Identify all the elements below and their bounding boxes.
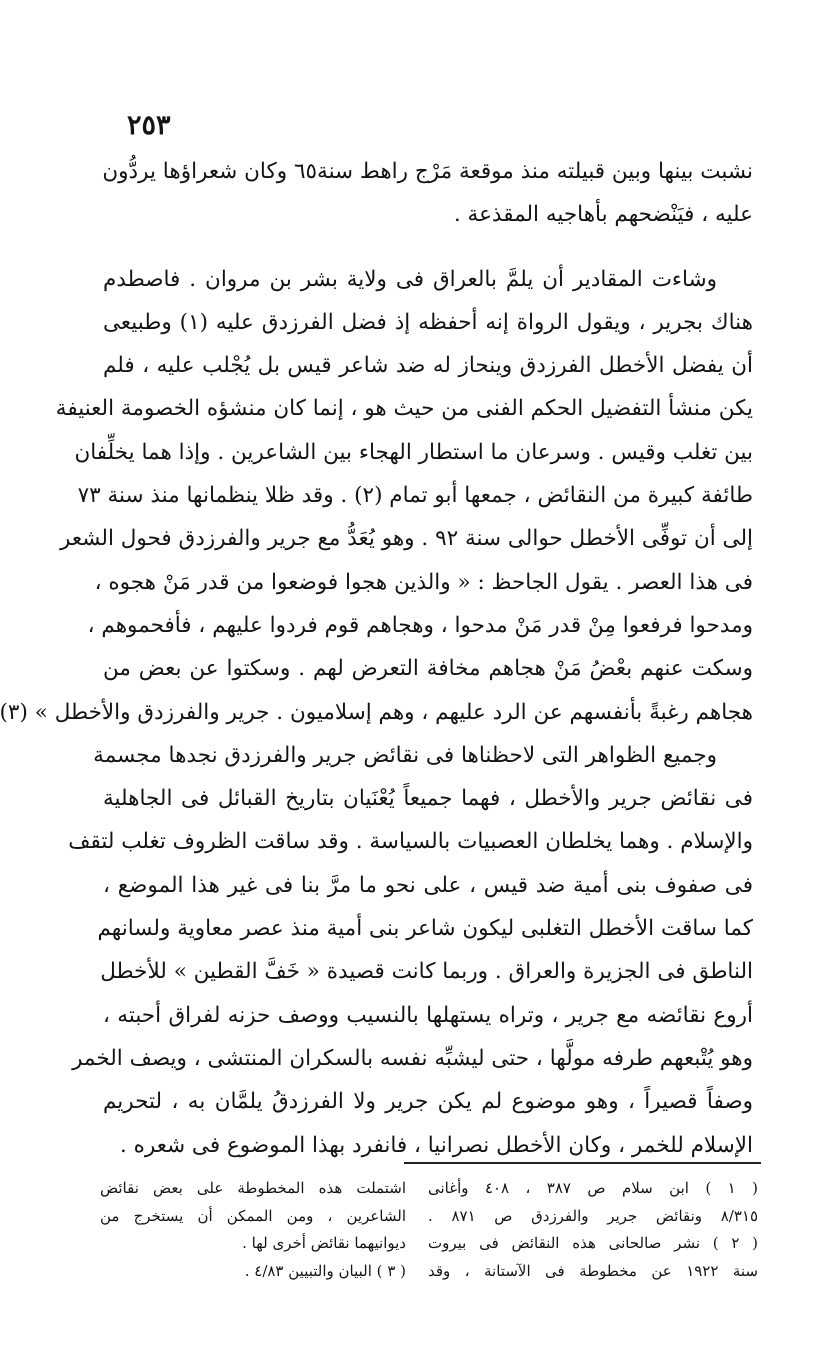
footnote-line: اشتملت هذه المخطوطة على بعض نقائض xyxy=(100,1179,406,1197)
text-line: الإسلام للخمر ، وكان الأخطل نصرانيا ، فانفرد بهذا الموضوع فى شعره . xyxy=(119,1132,753,1158)
footnotes-left-column xyxy=(100,1175,406,1285)
footnote-divider xyxy=(404,1162,761,1164)
text-line: نشبت بينها وبين قبيلته منذ موقعة مَرْج راهط سنة٦٥ وكان شعراؤها يردُّون xyxy=(102,159,753,184)
text-line: وصفاً قصيراً ، وهو موضوع لم يكن جرير ولا الفرزدقُ يلمَّان به ، لتحريم xyxy=(103,1089,753,1115)
text-line: يكن منشأ التفضيل الحكم الفنى من حيث هو ، إنما كان منشؤه الخصومة العنيفة xyxy=(55,396,753,422)
paragraph xyxy=(103,150,753,237)
text-line: فى هذا العصر . يقول الجاحظ : « والذين هجوا فوضعوا من قدر مَنْ هجوه ، xyxy=(94,569,753,595)
text-line: إلى أن توفِّى الأخطل حوالى سنة ٩٢ . وهو يُعَدُّ مع جرير والفرزدق فحول الشعر xyxy=(60,526,753,552)
text-line: هناك بجرير ، ويقول الرواة إنه أحفظه إذ فضل الفرزدق عليه (١) وطبيعى xyxy=(103,309,753,335)
footnote-line: ٨/٣١٥ ونقائض جرير والفرزدق ص ٨٧١ . xyxy=(428,1206,758,1225)
text-line: أن يفضل الأخطل الفرزدق وينحاز له ضد شاعر قيس بل يُجْلب عليه ، فلم xyxy=(103,353,753,379)
text-line: فى صفوف بنى أمية ضد قيس ، على نحو ما مرَّ بنا فى غير هذا الموضع ، xyxy=(103,872,753,898)
footnote-line: ديوانيهما نقائض أخرى لها . xyxy=(242,1234,406,1252)
footnote-line: الشاعرين ، ومن الممكن أن يستخرج من xyxy=(100,1206,406,1225)
text-line: وجميع الظواهر التى لاحظناها فى نقائض جرير والفرزدق نجدها مجسمة xyxy=(93,742,717,768)
paragraph xyxy=(68,734,753,1167)
text-line: كما ساقت الأخطل التغلبى ليكون شاعر بنى أمية منذ عصر معاوية ولسانهم xyxy=(97,916,753,942)
text-line: فى نقائض جرير والأخطل ، فهما جميعاً يُعْنَيان بتاريخ القبائل فى الجاهلية xyxy=(103,786,753,812)
footnotes-right-column xyxy=(428,1175,758,1285)
footnote-line: ( ٣ ) البيان والتبيين ٤/٨٣ . xyxy=(244,1261,406,1280)
main-text xyxy=(0,150,753,1167)
footnote-line: سنة ١٩٢٢ عن مخطوطة فى الآستانة ، وقد xyxy=(428,1261,759,1280)
paragraph xyxy=(0,258,753,734)
text-line: ومدحوا فرفعوا مِنْ قدر مَنْ مدحوا ، وهجاهم قوم فردوا عليهم ، فأفحموهم ، xyxy=(87,612,753,638)
footnote-line: ( ٢ ) نشر صالحانى هذه النقائض فى بيروت xyxy=(428,1234,759,1252)
text-line: والإسلام . وهما يخلطان العصبيات بالسياسة . وقد ساقت الظروف تغلب لتقف xyxy=(68,829,753,855)
page-number: ٢٥٣ xyxy=(127,110,171,141)
text-line: وهو يُتْبعهم طرفه مولَّها ، حتى ليشبِّه نفسه بالسكران المنتشى ، ويصف الخمر xyxy=(72,1045,753,1071)
text-line: وشاءت المقادير أن يلمَّ بالعراق فى ولاية بشر بن مروان . فاصطدم xyxy=(103,266,717,292)
text-line: طائفة كبيرة من النقائض ، جمعها أبو تمام (٢) . وقد ظلا ينظمانها منذ سنة ٧٣ xyxy=(77,483,753,509)
text-line: بين تغلب وقيس . وسرعان ما استطار الهجاء بين الشاعرين . وإذا هما يخلِّفان xyxy=(74,439,753,465)
text-line: عليه ، فيَنْضحهم بأهاجيه المقذعة . xyxy=(453,202,753,228)
text-line: وسكت عنهم بعْضُ مَنْ هجاهم مخافة التعرض لهم . وسكتوا عن بعض من xyxy=(103,656,753,682)
text-line: أروع نقائضه مع جرير ، وتراه يستهلها بالنسيب ووصف حزنه لفراق أحبته ، xyxy=(103,1002,753,1028)
footnote-line: ( ١ ) ابن سلام ص ٣٨٧ ، ٤٠٨ وأغانى xyxy=(428,1179,758,1197)
text-line: هجاهم رغبةً بأنفسهم عن الرد عليهم ، وهم إسلاميون . جرير والفرزدق والأخطل » (٣) xyxy=(0,699,753,725)
text-line: الناطق فى الجزيرة والعراق . وربما كانت قصيدة « خَفَّ القطين » للأخطل xyxy=(100,959,753,985)
